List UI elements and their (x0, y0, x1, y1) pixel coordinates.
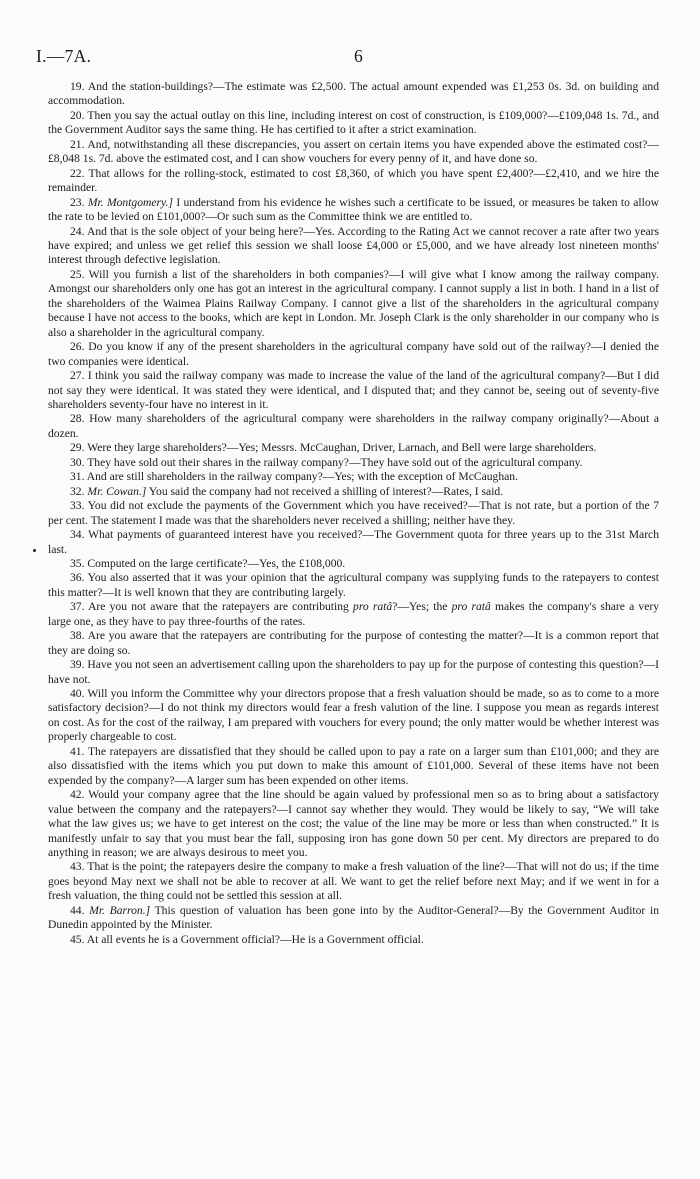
question-number: 27. (70, 369, 85, 383)
paragraph-text: Have you not seen an advertisement calling upon the shareholders to pay up for the purpose of contesting this question?—I have not. (48, 658, 659, 686)
page-number: 6 (354, 46, 363, 66)
question-paragraph (48, 340, 659, 369)
question-paragraph (48, 225, 659, 268)
question-paragraph (48, 268, 659, 340)
italic-text: Mr. Montgomery.] (87, 195, 173, 209)
question-paragraph (48, 80, 659, 109)
question-paragraph (48, 860, 659, 903)
question-paragraph (48, 369, 659, 412)
question-number: 42. (70, 788, 85, 802)
paragraph-text: Do you know if any of the present shareholders in the agricultural company have sold out of the railway?—I denied the two companies were identical. (48, 340, 659, 368)
paragraph-text: Computed on the large certificate?—Yes, the £108,000. (87, 556, 346, 570)
question-number: 21. (70, 137, 85, 151)
paragraph-text: What payments of guaranteed interest have you received?—The Government quota for three years up to the 31st March last. (48, 528, 659, 556)
paragraph-text: This question of valuation has been gone into by the Auditor-General?—By the Government Auditor in Dunedin appointed by the Minister. (48, 903, 659, 932)
question-paragraph (48, 933, 659, 947)
question-number: 30. (70, 455, 85, 469)
question-number: 24. (70, 224, 85, 238)
paragraph-text: Will you furnish a list of the shareholders in both companies?—I will give what I know among the railway company. Amongst our shareholders only one has got an interest in the agricultural company. I cannot supply a list in both. I hand in a list of the shareholders of the Waimea Plains Railway Company. I cannot give a list of the shareholders in the agricultural company because I have not access to the books, which are kept in London. Mr. Joseph Clark is the only shareholder in our company who is also a shareholder in the agricultural company. (48, 267, 659, 339)
question-number: 38. (70, 629, 85, 643)
paragraph-text: Are you aware that the ratepayers are contributing for the purpose of contesting the matter?—It is a common report that they are doing so. (48, 629, 659, 657)
question-paragraph (48, 600, 659, 629)
question-number: 36. (70, 571, 85, 585)
italic-text: Mr. Cowan.] (87, 484, 147, 498)
paragraph-text: And the station-buildings?—The estimate was £2,500. The actual amount expended was £1,253 0s. 3d. on building and accommodation. (48, 80, 659, 108)
question-number: 25. (70, 267, 85, 281)
paragraph-text: That allows for the rolling-stock, estimated to cost £8,360, of which you have spent £2,400?—£2,410, and we hire the remainder. (48, 166, 659, 195)
question-paragraph (48, 745, 659, 788)
paragraph-text: That is the point; the ratepayers desire the company to make a fresh valuation of the line?—That will not do us; if the time goes beyond May next we shall not be able to recover at all. We want to get the relief before next May; and if we went in for a fresh valuation, the thing could not be settled this session at all. (48, 860, 659, 903)
question-number: 45. (70, 932, 85, 946)
question-number: 31. (70, 470, 85, 484)
question-paragraph (48, 412, 659, 441)
question-paragraph (48, 629, 659, 658)
paragraph-text: ?—Yes; the (392, 600, 452, 614)
question-number: 20. (70, 108, 85, 122)
paper-reference: I.—7A. (36, 46, 92, 66)
paragraph-text: The ratepayers are dissatisfied that they should be called upon to pay a rate on a larger sum than £101,000; and they are also dissatisfied with the items which you put down to make this amount of £101,000. Several of these items have not been expended by the company?—A larger sum has been expended on other items. (48, 744, 659, 787)
paragraph-text: And are still shareholders in the railway company?—Yes; with the exception of McCaughan. (86, 470, 518, 484)
paragraph-text: Then you say the actual outlay on this line, including interest on cost of construction, is £109,000?—£109,048 1s. 7d., and the Government Auditor says the same thing. He has certified to it after a strict examination. (48, 108, 659, 137)
question-paragraph (48, 456, 659, 470)
question-number: 44. (70, 903, 85, 917)
question-paragraph (48, 557, 659, 571)
paragraph-text: And, notwithstanding all these discrepancies, you assert on certain items you have expended above the estimated cost?—£8,048 1s. 7d. above the estimated cost, and I can show vouchers for every penny of it, and have done so. (48, 137, 659, 166)
question-paragraph (48, 499, 659, 528)
question-number: 19. (70, 80, 85, 93)
question-number: 35. (70, 556, 85, 570)
paragraph-text: I think you said the railway company was made to increase the value of the land of the agricultural company?—But I did not say they were identical. It was stated they were identical, and I disputed that; and they cannot be, seeing out of seventy-five shareholders seventy-four have no interest in it. (48, 369, 659, 411)
question-paragraph (48, 109, 659, 138)
paragraph-text: makes the company's share a very large one, as they have to pay three-fourths of the rates. (48, 600, 660, 628)
question-number: 28. (70, 412, 85, 426)
paragraph-text: Were they large shareholders?—Yes; Messrs. McCaughan, Driver, Larnach, and Bell were large shareholders. (87, 441, 597, 455)
question-number: 23. (70, 195, 85, 209)
paragraph-text: Are you not aware that the ratepayers are contributing (88, 600, 354, 614)
question-number: 37. (70, 600, 85, 614)
question-paragraph (48, 485, 659, 499)
page-header (36, 46, 660, 66)
question-number: 32. (70, 484, 85, 498)
question-paragraph (48, 196, 659, 225)
paragraph-text: I understand from his evidence he wishes such a certificate to be issued, or measures be taken to allow the rate to be levied on £101,000?—Or such sum as the Committee think we are entitled to. (48, 195, 660, 224)
paragraph-text: Would your company agree that the line should be again valued by professional men so as to bring about a satisfactory value between the company and the ratepayers?—I cannot say whether they would. They would be likely to say, “We will take what the law gives us; we have to get interest on the cost; the value of the line may be more or less than when constructed.” It is manifestly unfair to say that you must bear the fall, supposing iron has gone down 50 per cent. My directors are prepared to do anything in reason; we are always desirous to meet you. (48, 788, 659, 860)
question-paragraph (48, 167, 659, 196)
question-paragraph (48, 687, 659, 745)
paragraph-text: How many shareholders of the agricultural company were shareholders in the railway company originally?—About a dozen. (48, 412, 660, 440)
question-paragraph (48, 571, 659, 600)
question-paragraph (48, 658, 659, 687)
italic-text: pro ratâ (451, 600, 491, 614)
question-number: 41. (70, 744, 85, 758)
question-number: 39. (70, 658, 85, 672)
evidence-text (48, 80, 659, 947)
question-number: 29. (70, 441, 85, 455)
margin-mark (33, 549, 36, 552)
paragraph-text: You said the company had not received a shilling of interest?—Rates, I said. (146, 484, 504, 498)
question-paragraph (48, 904, 659, 933)
question-paragraph (48, 788, 659, 860)
question-number: 40. (70, 687, 85, 701)
question-paragraph (48, 441, 659, 455)
paragraph-text: At all events he is a Government official?—He is a Government official. (86, 932, 424, 946)
question-number: 43. (70, 860, 85, 874)
paragraph-text: You also asserted that it was your opinion that the agricultural company was supplying funds to the ratepayers to contest this matter?—It is well known that they are contributing largely. (48, 571, 660, 599)
paragraph-text: You did not exclude the payments of the Government which you have received?—That is not rate, but a portion of the 7 per cent. The statement I made was that the shareholders never received a shilling; neither have they. (48, 499, 660, 527)
italic-text: pro ratâ (353, 600, 393, 614)
question-paragraph (48, 138, 659, 167)
question-paragraph (48, 528, 659, 557)
paragraph-text: Will you inform the Committee why your directors propose that a fresh valuation should be made, so as to come to a more satisfactory decision?—I do not think my directors would fear a fresh valution of the line. I suppose you mean as regards interest on cost. As for the cost of the railway, I am prepared with vouchers for every pound; the only matter would be whether interest was properly chargeable to cost. (48, 687, 659, 744)
paragraph-text: They have sold out their shares in the railway company?—They have sold out of the agricultural company. (87, 455, 583, 469)
question-number: 34. (70, 528, 85, 542)
question-number: 26. (70, 340, 85, 354)
paragraph-text: And that is the sole object of your being here?—Yes. According to the Rating Act we cannot recover a rate after two years have expired; and unless we get relief this session we shall loose £4,000 or £5,000, and we have already lost nineteen months' interest through defective legislation. (48, 224, 659, 267)
question-paragraph (48, 470, 659, 484)
question-number: 33. (70, 499, 85, 513)
italic-text: Mr. Barron.] (89, 903, 151, 917)
question-number: 22. (70, 166, 85, 180)
